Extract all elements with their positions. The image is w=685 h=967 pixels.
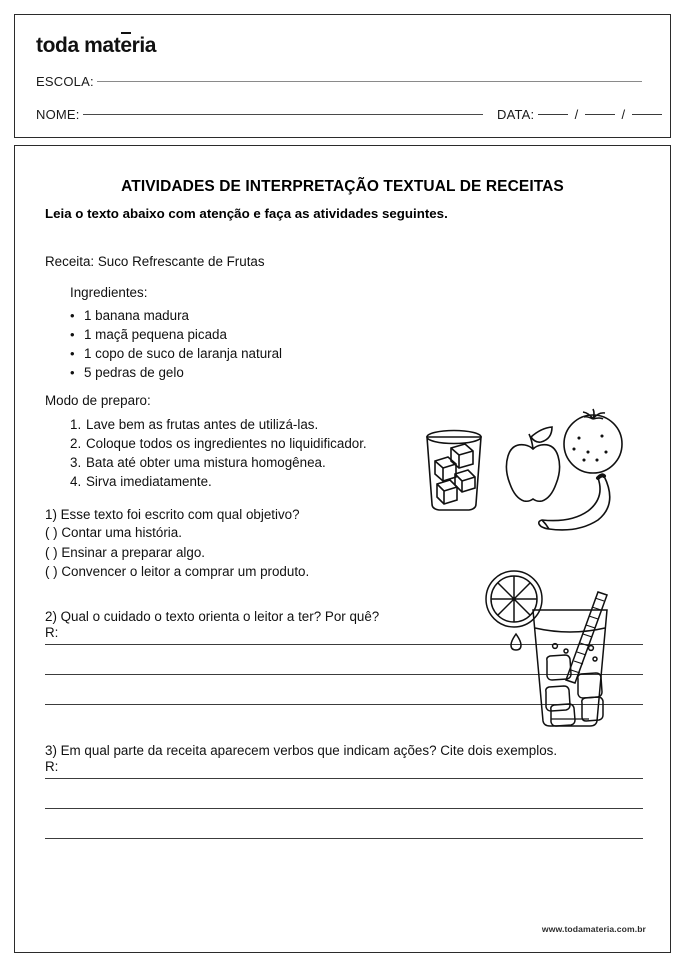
- juice-glass-illustration: [467, 558, 633, 734]
- question-2-answer-label: R:: [45, 625, 59, 640]
- list-item: Coloque todos os ingredientes no liquidificador.: [86, 436, 367, 451]
- date-label: DATA:: [497, 107, 535, 122]
- school-field-row: [36, 74, 642, 89]
- question-3-text: 3) Em qual parte da receita aparecem verbos que indicam ações? Cite dois exemplos.: [45, 743, 558, 758]
- list-item: Bata até obter uma mistura homogênea.: [86, 455, 326, 470]
- option-c-label: ( ) Convencer o leitor a comprar um produto.: [45, 564, 310, 579]
- ingredients-heading: Ingredientes:: [70, 285, 148, 300]
- header-box: [14, 14, 671, 138]
- juice-glass-with-straw-icon: [486, 571, 607, 726]
- date-field-row: [497, 107, 662, 122]
- list-item: • 5 pedras de gelo: [70, 363, 282, 382]
- question-3-answer-area: [45, 778, 643, 839]
- date-day-input[interactable]: [538, 114, 568, 115]
- apple-icon: [506, 427, 559, 501]
- list-item: • 1 banana madura: [70, 306, 282, 325]
- recipe-title: Receita: Suco Refrescante de Frutas: [45, 254, 265, 269]
- question-2-text: 2) Qual o cuidado o texto orienta o leitor a ter? Por quê?: [45, 609, 380, 624]
- preparation-steps-list: [70, 415, 367, 491]
- date-year-input[interactable]: [632, 114, 662, 115]
- date-separator-2: /: [621, 107, 626, 122]
- question-1-text: 1) Esse texto foi escrito com qual objetivo?: [45, 507, 300, 522]
- footer-url: www.todamateria.com.br: [541, 924, 646, 934]
- ingredients-list: [70, 306, 282, 382]
- page-title: ATIVIDADES DE INTERPRETAÇÃO TEXTUAL DE RECEITAS: [121, 178, 564, 195]
- answer-line[interactable]: [45, 838, 643, 839]
- name-label: NOME:: [36, 107, 80, 122]
- fruit-group-illustration: [413, 408, 639, 534]
- date-separator-1: /: [574, 107, 579, 122]
- answer-line[interactable]: [45, 808, 643, 809]
- option-b-label: ( ) Ensinar a preparar algo.: [45, 544, 206, 560]
- question-1: [45, 506, 309, 582]
- answer-line[interactable]: [45, 778, 643, 779]
- worksheet-body: [14, 145, 671, 953]
- question-3: [45, 742, 643, 839]
- logo-accented-letter: e: [120, 34, 132, 57]
- logo-text-after: ria: [131, 34, 157, 57]
- date-month-input[interactable]: [585, 114, 615, 115]
- preparation-heading: Modo de preparo:: [45, 393, 151, 408]
- list-item: Sirva imediatamente.: [86, 474, 212, 489]
- school-input-line[interactable]: [97, 81, 642, 82]
- question-1-option-c[interactable]: [45, 562, 309, 582]
- name-input-line[interactable]: [83, 114, 483, 115]
- list-item: • 1 copo de suco de laranja natural: [70, 344, 282, 363]
- brand-logo: [36, 34, 156, 58]
- school-label: ESCOLA:: [36, 74, 94, 89]
- list-item: • 1 maçã pequena picada: [70, 325, 282, 344]
- name-field-row: [36, 107, 483, 122]
- list-item: Lave bem as frutas antes de utilizá-las.: [86, 417, 319, 432]
- glass-of-ice-icon: [427, 431, 481, 511]
- question-3-answer-label: R:: [45, 759, 59, 774]
- instruction-text: Leia o texto abaixo com atenção e faça as atividades seguintes.: [45, 206, 448, 221]
- banana-icon: [539, 475, 610, 530]
- logo-text-before: toda mat: [36, 34, 121, 57]
- question-1-option-b[interactable]: [45, 543, 309, 563]
- option-a-label: ( ) Contar uma história.: [45, 525, 182, 540]
- question-1-option-a[interactable]: [45, 523, 309, 543]
- orange-icon: [564, 409, 622, 473]
